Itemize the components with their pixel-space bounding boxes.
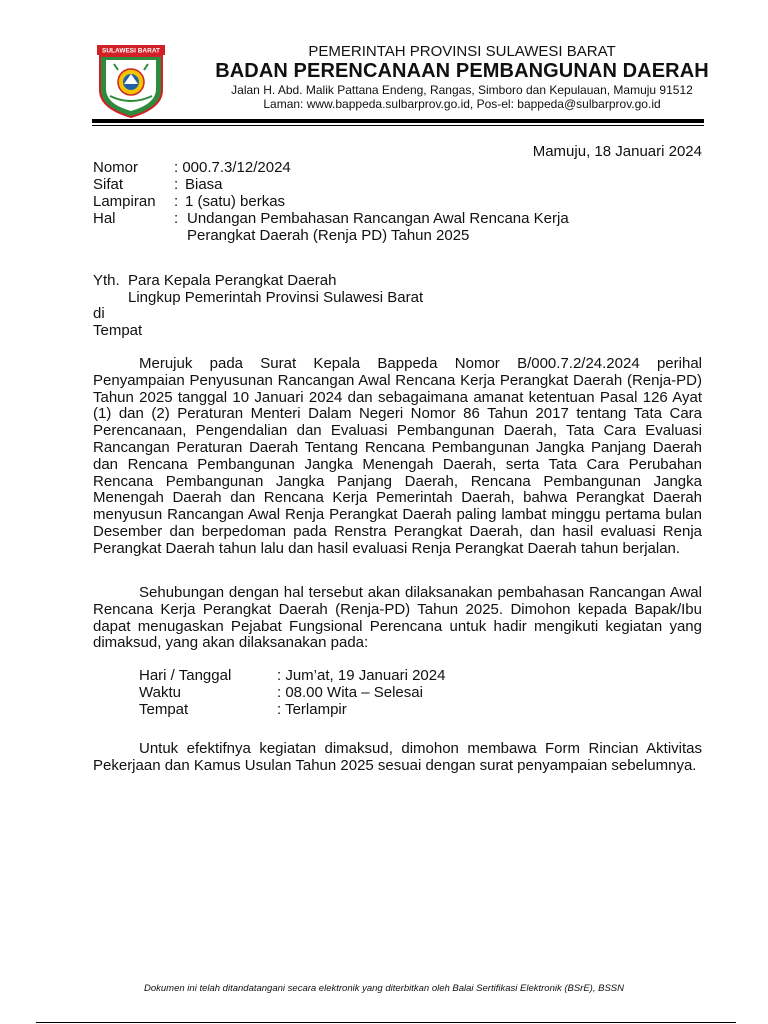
hal-value-line2: Perangkat Daerah (Renja PD) Tahun 2025 — [187, 227, 470, 244]
schedule-place-value: : Terlampir — [277, 701, 347, 718]
nomor-label: Nomor — [93, 159, 139, 176]
recipient-di: di — [93, 305, 105, 322]
recipient-place: Tempat — [93, 322, 143, 339]
body-paragraph-1: Merujuk pada Surat Kepala Bappeda Nomor B/000.7.2/24.2024 perihal Penyampaian Penyusunan Rancangan Awal Rencana Kerja Perangkat Daerah (Renja-PD) Tahun 2025 tanggal 10 Januari 2024 dan sebagaimana amanat ketentuan Pasal 126 Ayat (1) dan (2) Peraturan Menteri Dalam Negeri Nomor 86 Tahun 2017 tentang Tata Cara Perencanaan, Pengendalian dan Evaluasi Pembangunan Daerah, Tata Cara Evaluasi Rancangan Peraturan Daerah Tentang Rencana Pembangunan Jangka Panjang Daerah dan Rencana Pembangunan Jangka Menengah Daerah, serta Tata Cara Perubahan Rencana Pembangunan Jangka Panjang Daerah, Rencana Pembangunan Jangka Menengah Daerah dan Rencana Kerja Pemerintah Daerah, bahwa Perangkat Daerah menyusun Rancangan Awal Renja Perangkat Daerah paling lambat minggu pertama bulan Desember dan berpedoman pada Renstra Perangkat Daerah, dan hasil evaluasi Renja Perangkat Daerah tahun lalu dan hasil evaluasi Renja Perangkat Daerah tahun berjalan. — [93, 355, 702, 557]
sifat-colon: : — [174, 176, 179, 193]
footer-divider — [36, 1022, 736, 1023]
nomor-value: : 000.7.3/12/2024 — [174, 159, 291, 176]
recipient-yth: Yth. — [93, 272, 120, 289]
lampiran-value: 1 (satu) berkas — [185, 193, 286, 210]
letterhead-website-email: Laman: www.bappeda.sulbarprov.go.id, Pos-el: bappeda@sulbarprov.go.id — [263, 97, 661, 111]
schedule-time-value: : 08.00 Wita – Selesai — [277, 684, 423, 701]
body-paragraph-3: Untuk efektifnya kegiatan dimaksud, dimohon membawa Form Rincian Aktivitas Pekerjaan dan Kamus Usulan Tahun 2025 sesuai dengan surat penyampaian sebelumnya. — [93, 740, 702, 774]
sifat-value: Biasa — [185, 176, 223, 193]
schedule-day-label: Hari / Tanggal — [139, 667, 232, 684]
letterhead-government: PEMERINTAH PROVINSI SULAWESI BARAT — [308, 43, 616, 60]
schedule-place-label: Tempat — [139, 701, 189, 718]
letterhead-agency: BADAN PERENCANAAN PEMBANGUNAN DAERAH — [215, 60, 709, 82]
schedule-time-label: Waktu — [139, 684, 181, 701]
hal-value-line1: Undangan Pembahasan Rancangan Awal Rencana Kerja — [187, 210, 569, 227]
sifat-label: Sifat — [93, 176, 124, 193]
letter-date: Mamuju, 18 Januari 2024 — [532, 143, 702, 160]
recipient-line2: Lingkup Pemerintah Provinsi Sulawesi Barat — [128, 289, 424, 306]
lampiran-label: Lampiran — [93, 193, 156, 210]
e-signature-footer: Dokumen ini telah ditandatangani secara elektronik yang diterbitkan oleh Balai Sertifikasi Elektronik (BSrE), BSSN — [144, 983, 624, 994]
recipient-line1: Para Kepala Perangkat Daerah — [128, 272, 337, 289]
hal-colon: : — [174, 210, 179, 227]
schedule-day-value: : Jum’at, 19 Januari 2024 — [277, 667, 446, 684]
hal-label: Hal — [93, 210, 116, 227]
svg-text:SULAWESI BARAT: SULAWESI BARAT — [101, 47, 161, 55]
body-paragraph-2: Sehubungan dengan hal tersebut akan dilaksanakan pembahasan Rancangan Awal Rencana Kerja Perangkat Daerah (Renja-PD) Tahun 2025. Dimohon kepada Bapak/Ibu dapat menugaskan Pejabat Fungsional Perencana untuk hadir mengikuti kegiatan yang dimaksud, yang akan dilaksanakan pada: — [93, 584, 702, 652]
letterhead-address: Jalan H. Abd. Malik Pattana Endeng, Rangas, Simboro dan Kepulauan, Mamuju 91512 — [231, 83, 693, 97]
letterhead-divider-thick — [92, 119, 704, 123]
lampiran-colon: : — [174, 193, 179, 210]
province-logo — [96, 44, 166, 118]
letterhead-divider-thin — [92, 125, 704, 126]
